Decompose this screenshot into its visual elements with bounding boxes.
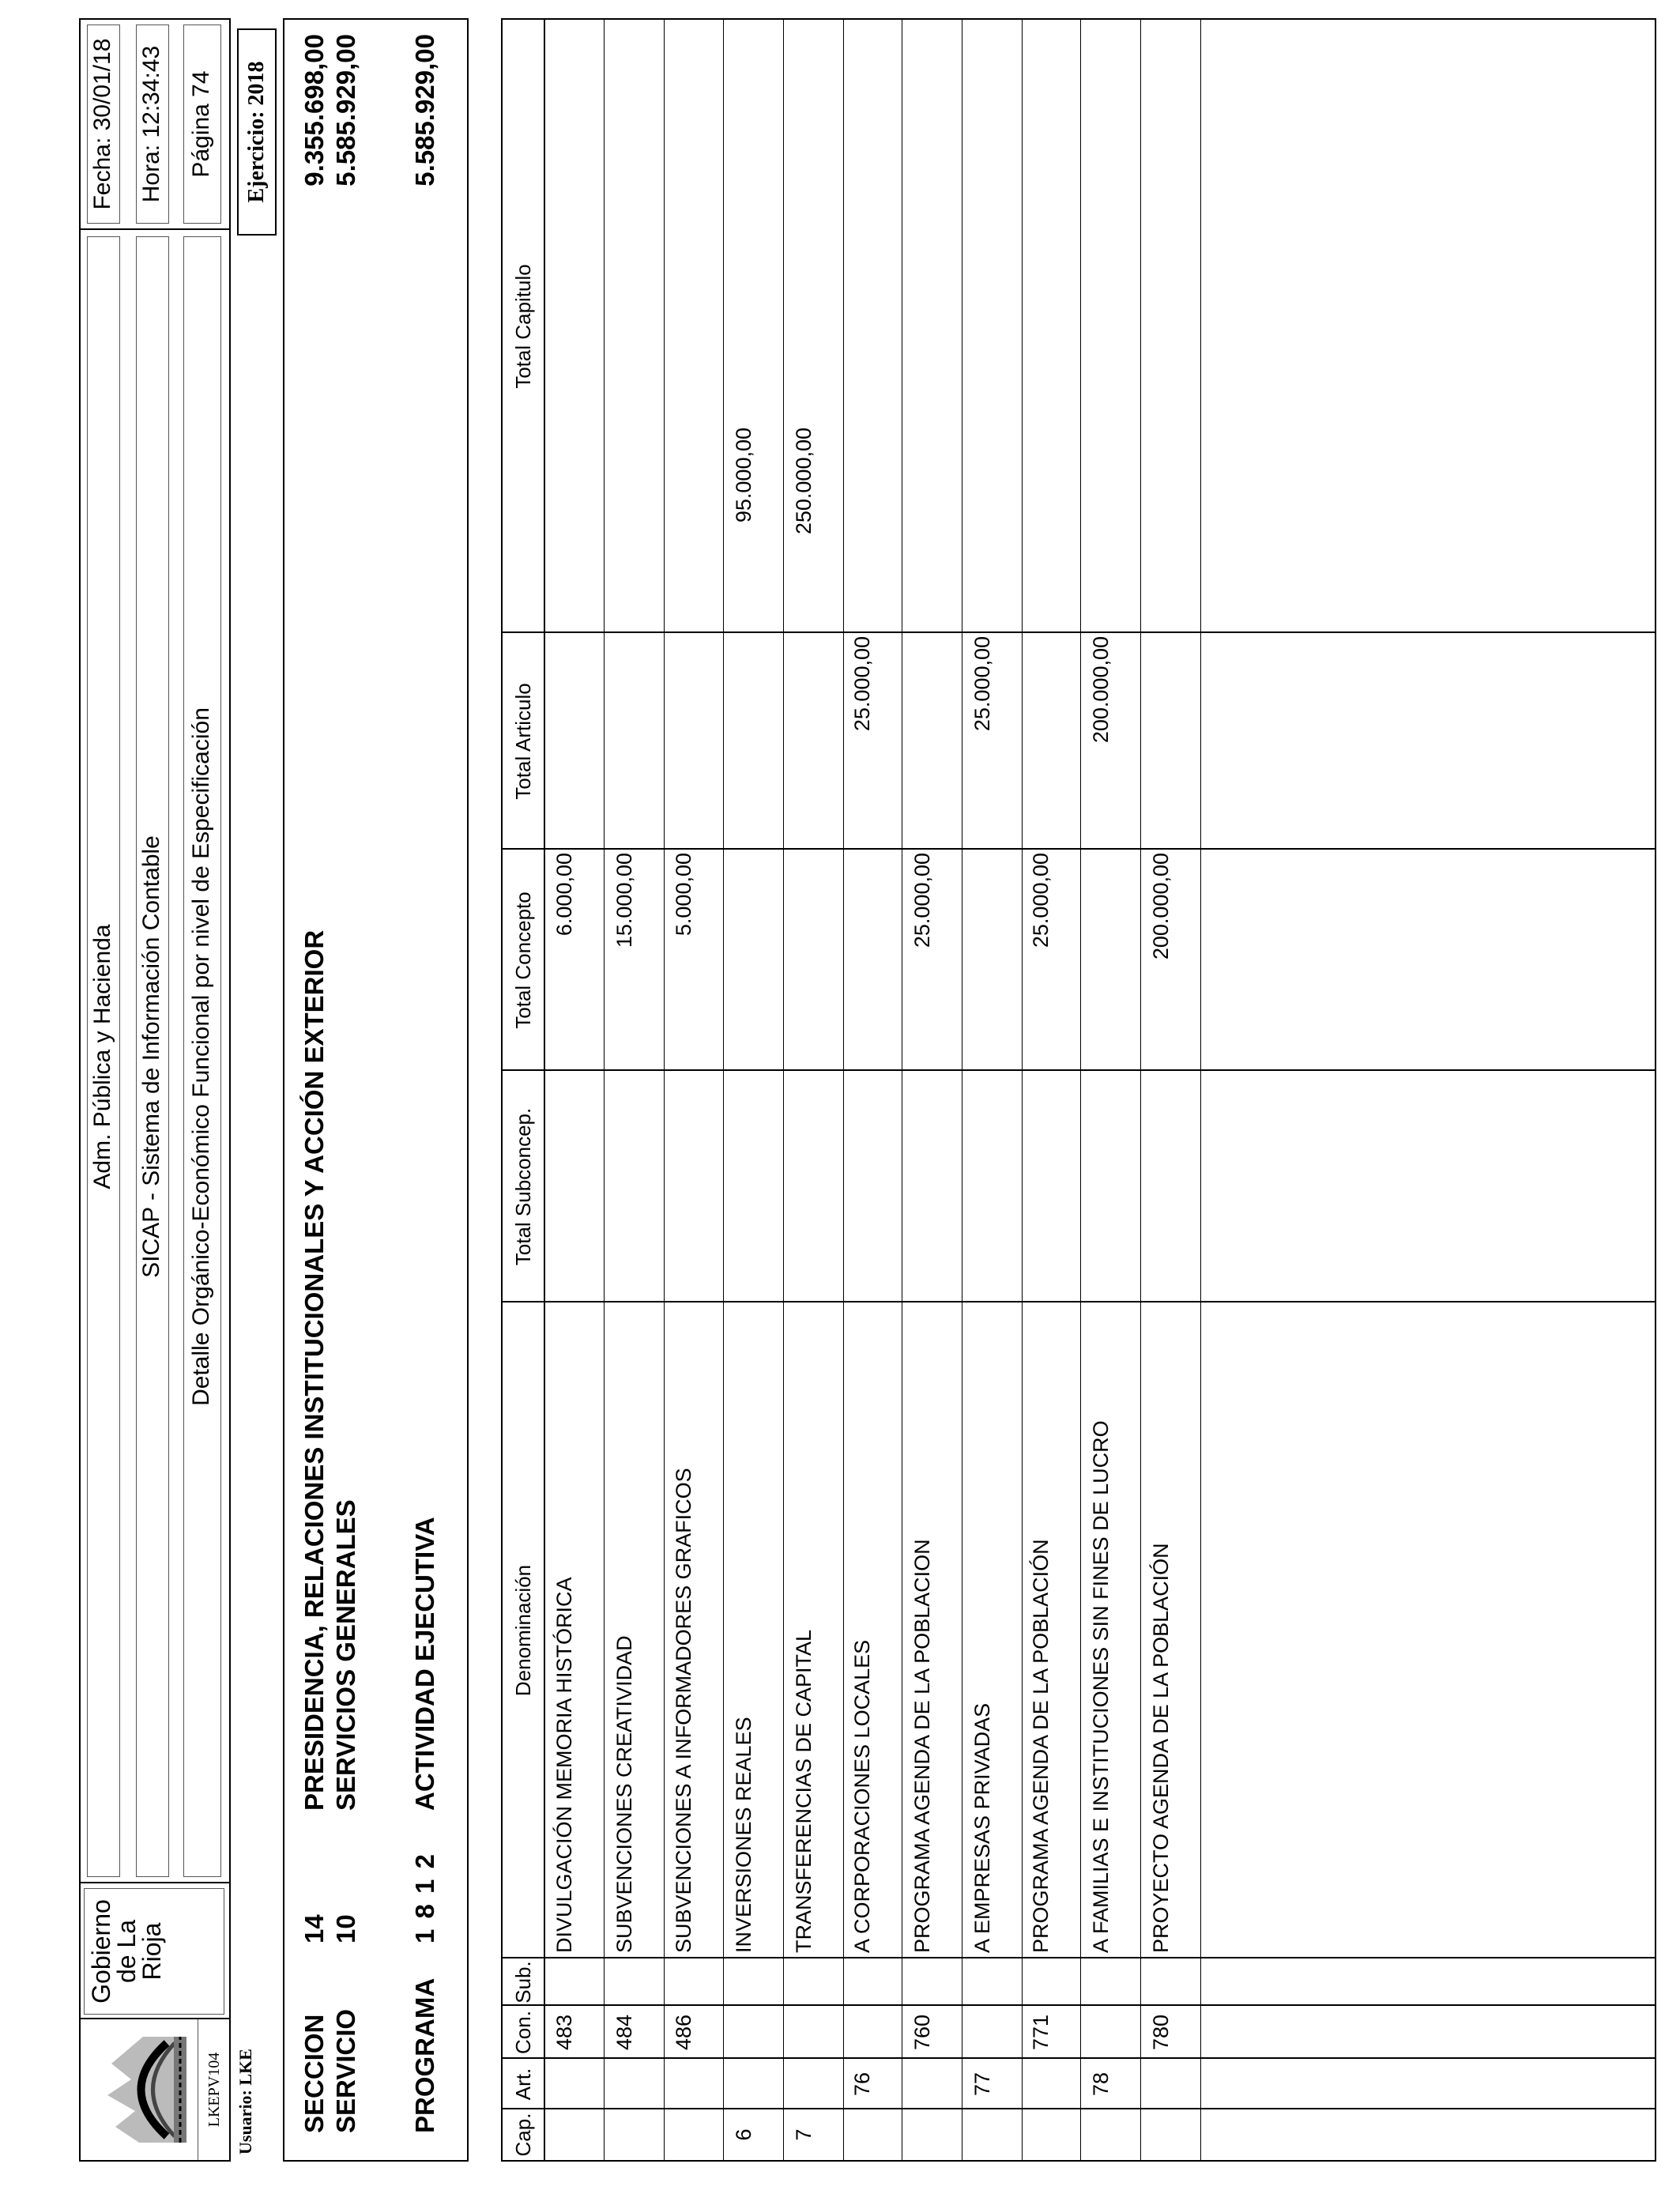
programa-code: 1 8 1 2	[410, 1854, 439, 1943]
summary-box	[283, 18, 469, 2162]
cell-con: 483	[552, 2014, 576, 2051]
cell-total-articulo: 25.000,00	[850, 636, 874, 732]
row-divider	[723, 20, 724, 2160]
report-title-2: SICAP - Sistema de Información Contable	[138, 835, 164, 1278]
cell-art: 77	[970, 2071, 994, 2097]
row-divider	[1200, 20, 1201, 2160]
row-divider	[1022, 20, 1023, 2160]
cell-total-concepto: 15.000,00	[612, 853, 636, 948]
servicio-code: 10	[331, 1914, 360, 1943]
cell-con: 780	[1149, 2014, 1173, 2051]
coat-of-arms-logo	[92, 2037, 186, 2143]
cell-con: 771	[1029, 2014, 1053, 2051]
programa-name: ACTIVIDAD EJECUTIVA	[410, 1517, 439, 1811]
cell-total-concepto: 25.000,00	[1029, 853, 1053, 948]
programa-total: 5.585.929,00	[410, 34, 439, 187]
cell-cap: 6	[732, 2128, 755, 2141]
cell-denominacion: PROGRAMA AGENDA DE LA POBLACIÓN	[1029, 1539, 1053, 1953]
row-divider	[843, 20, 844, 2160]
col-header-total-articulo: Total Articulo	[511, 683, 535, 800]
cell-denominacion: A EMPRESAS PRIVADAS	[970, 1702, 994, 1953]
cell-total-capitulo: 250.000,00	[792, 428, 816, 535]
row-divider	[604, 20, 605, 2160]
programa-label: PROGRAMA	[410, 1977, 439, 2133]
user-label: Usuario: LKE	[235, 2049, 255, 2154]
col-header-cap: Cap.	[511, 2113, 535, 2157]
row-divider	[1080, 20, 1081, 2160]
cell-cap: 7	[792, 2128, 816, 2141]
servicio-total: 5.585.929,00	[331, 34, 360, 187]
cell-denominacion: INVERSIONES REALES	[732, 1717, 755, 1953]
cell-denominacion: SUBVENCIONES A INFORMADORES GRAFICOS	[672, 1468, 695, 1953]
seccion-code: 14	[299, 1914, 329, 1943]
cell-art: 78	[1089, 2071, 1113, 2097]
cell-total-capitulo: 95.000,00	[732, 428, 755, 523]
row-divider	[664, 20, 665, 2160]
fiscal-year-badge: Ejercicio: 2018	[237, 28, 277, 236]
logo-cell	[81, 2018, 229, 2160]
report-time: Hora: 12:34:43	[138, 45, 164, 203]
cell-denominacion: PROGRAMA AGENDA DE LA POBLACION	[910, 1539, 934, 1953]
cell-total-articulo: 25.000,00	[970, 636, 994, 732]
col-header-total-capitulo: Total Capitulo	[511, 264, 535, 389]
cell-denominacion: A CORPORACIONES LOCALES	[850, 1639, 874, 1953]
servicio-label: SERVICIO	[331, 2008, 360, 2133]
cell-con: 760	[910, 2014, 934, 2051]
cell-denominacion: A FAMILIAS E INSTITUCIONES SIN FINES DE LUCRO	[1089, 1420, 1113, 1953]
org-line1: Gobierno	[87, 1899, 115, 2004]
report-page: Página 74	[188, 70, 214, 178]
title-cell	[81, 228, 229, 1882]
col-header-con: Con.	[511, 2011, 535, 2054]
org-line3: Rioja	[137, 1922, 166, 1981]
col-header-denominacion: Denominación	[511, 1564, 535, 1697]
col-header-total-subconcepto: Total Subconcep.	[511, 1107, 535, 1266]
report-header	[79, 18, 231, 2162]
cell-denominacion: DIVULGACIÓN MEMORIA HISTÓRICA	[552, 1577, 576, 1953]
cell-total-concepto: 200.000,00	[1149, 853, 1173, 960]
cell-denominacion: TRANSFERENCIAS DE CAPITAL	[792, 1629, 816, 1953]
report-title-3: Detalle Orgánico-Económico Funcional por nivel de Especificación	[188, 707, 214, 1406]
servicio-name: SERVICIOS GENERALES	[331, 1499, 360, 1811]
header-divider	[544, 20, 545, 2160]
cell-con: 484	[612, 2014, 636, 2051]
row-divider	[783, 20, 784, 2160]
cell-con: 486	[672, 2014, 695, 2051]
row-divider	[1140, 20, 1141, 2160]
report-code: LKEPV104	[198, 2019, 230, 2160]
seccion-label: SECCION	[299, 2014, 329, 2133]
cell-art: 76	[850, 2071, 874, 2097]
report-date: Fecha: 30/01/18	[89, 38, 115, 210]
report-title-1: Adm. Pública y Hacienda	[89, 924, 115, 1189]
org-name-cell	[81, 1882, 229, 2018]
cell-total-concepto: 6.000,00	[552, 853, 576, 937]
cell-denominacion: PROYECTO AGENDA DE LA POBLACIÓN	[1149, 1543, 1173, 1953]
col-header-art: Art.	[511, 2068, 535, 2101]
cell-total-concepto: 25.000,00	[910, 853, 934, 948]
cell-total-concepto: 5.000,00	[672, 853, 695, 937]
cell-total-articulo: 200.000,00	[1089, 636, 1113, 744]
budget-table	[501, 18, 1656, 2162]
seccion-total: 9.355.698,00	[299, 34, 329, 187]
col-header-total-concepto: Total Concepto	[511, 892, 535, 1029]
cell-denominacion: SUBVENCIONES CREATIVIDAD	[612, 1635, 636, 1953]
org-line2: de La	[112, 1919, 141, 1984]
date-cell	[81, 20, 229, 228]
col-header-sub: Sub.	[511, 1961, 535, 2004]
seccion-name: PRESIDENCIA, RELACIONES INSTITUCIONALES Y ACCIÓN EXTERIOR	[299, 929, 329, 1811]
